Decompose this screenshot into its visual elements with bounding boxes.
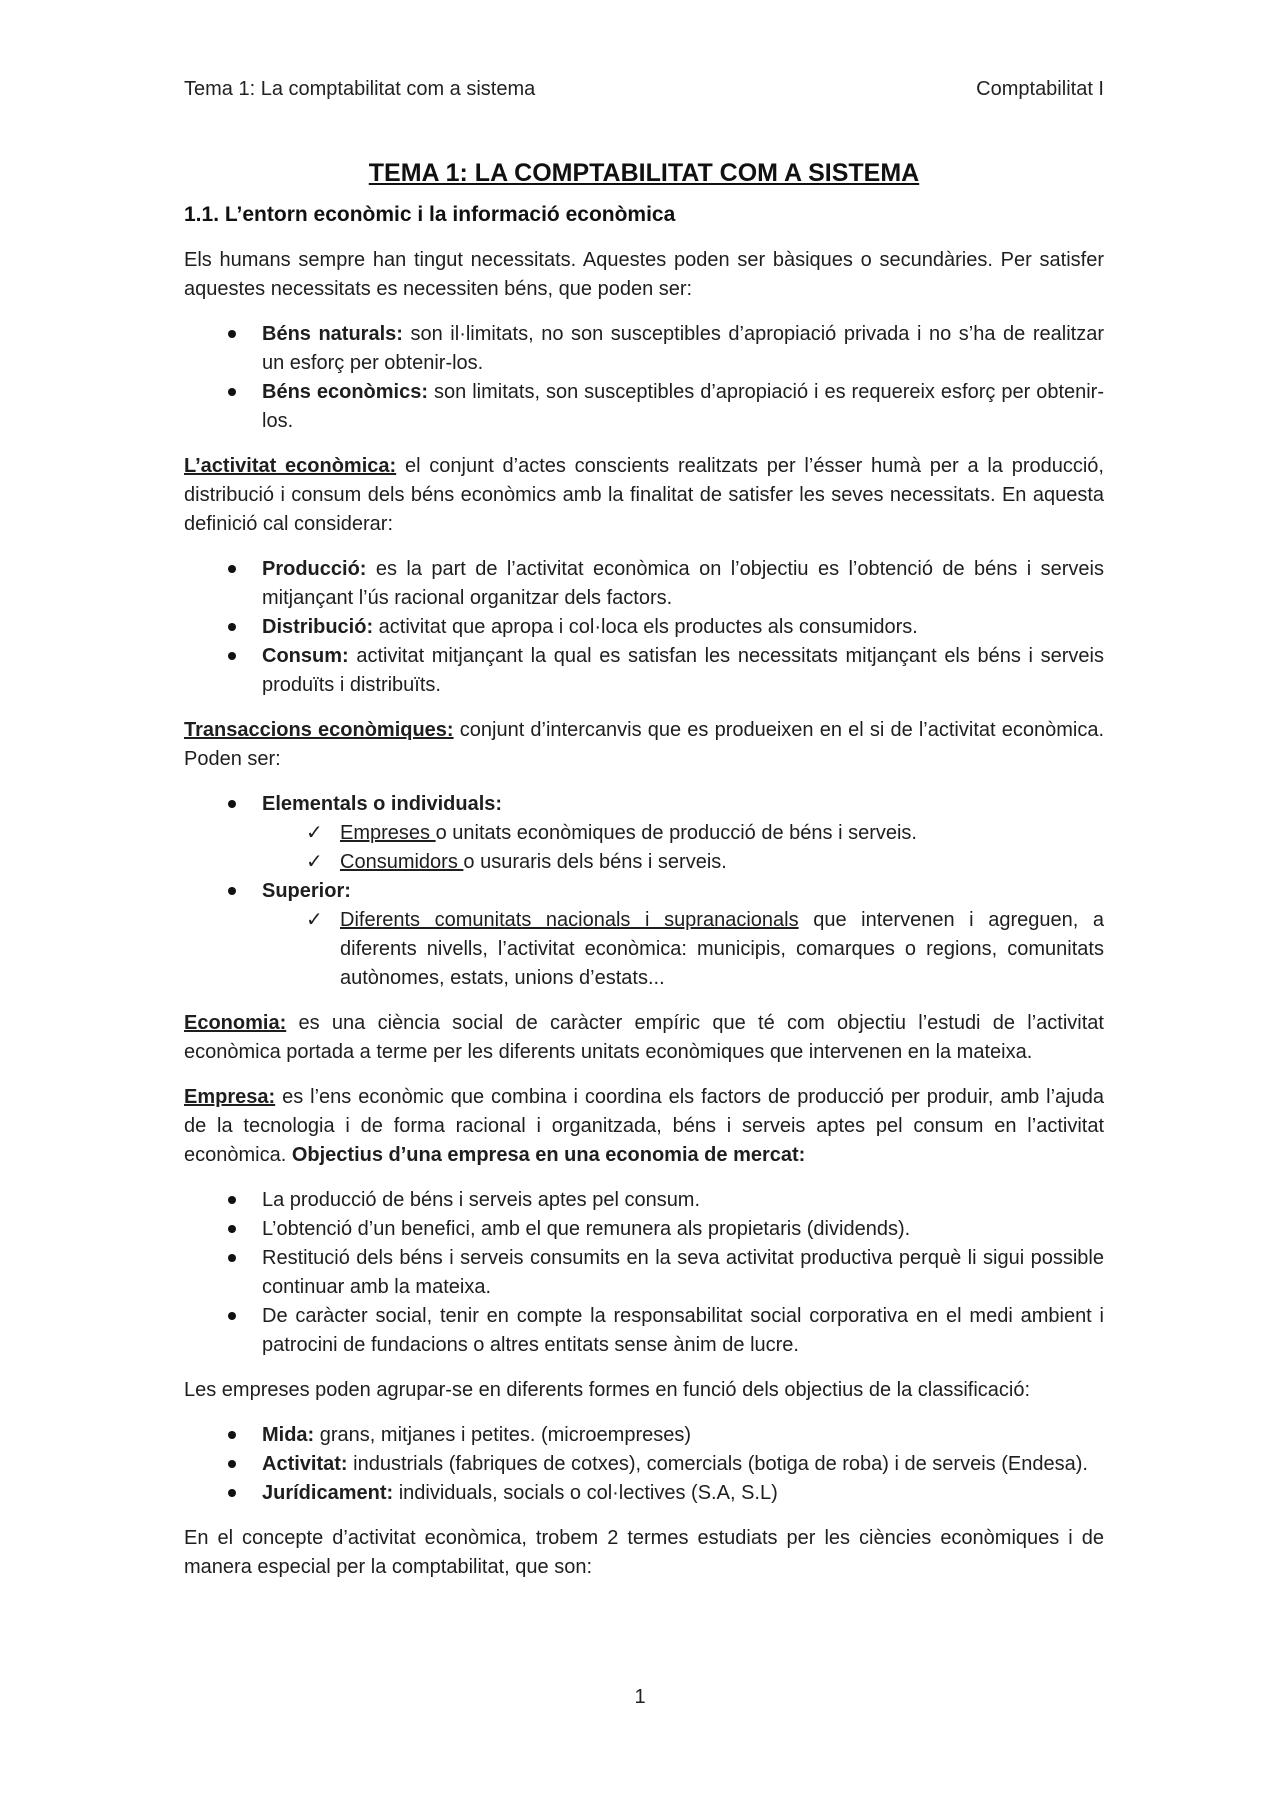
bullet-icon (228, 800, 236, 808)
item-text: De caràcter social, tenir en compte la responsabilitat social corporativa en el medi ambient i patrocini de fundacions o altres entitats sense ànim de lucre. (262, 1305, 1104, 1356)
term-label: Superior: (262, 880, 351, 902)
term-label: Economia: (184, 1012, 287, 1034)
header-left: Tema 1: La comptabilitat com a sistema (184, 78, 536, 100)
term-text: que intervenen i agreguen, a diferents nivells, l’activitat econòmica: municipis, comarques o regions, comunitats autònomes, estats, unions d’estats... (340, 909, 1104, 989)
document-title: TEMA 1: LA COMPTABILITAT COM A SISTEMA (368, 159, 920, 187)
bullet-icon (228, 565, 236, 573)
sublist-item (262, 906, 1104, 993)
underlined-term: Diferents comunitats nacionals i supranacionals (340, 909, 799, 931)
underlined-term: Consumidors (340, 851, 464, 873)
goods-list (184, 320, 1104, 436)
term-label: Empresa: (184, 1086, 276, 1108)
bullet-icon (228, 388, 236, 396)
list-item (184, 1479, 1104, 1508)
term-label: Distribució: (262, 616, 374, 638)
term-label: Béns naturals: (262, 323, 403, 345)
bullet-icon (228, 623, 236, 631)
activitat-list (184, 555, 1104, 700)
page-number: 1 (634, 1686, 646, 1708)
objectius-list (184, 1186, 1104, 1360)
term-label: L’activitat econòmica: (184, 455, 397, 477)
term-label: Activitat: (262, 1453, 348, 1475)
term-text: industrials (fabriques de cotxes), comercials (botiga de roba) i de serveis (Endesa). (347, 1453, 1088, 1475)
term-text: o usuraris dels béns i serveis. (463, 851, 727, 873)
list-item (184, 555, 1104, 613)
term-text: el conjunt d’actes conscients realitzats per l’ésser humà per a la producció, distribució i consum dels béns econòmics amb la finalitat de satisfer les seves necessitats. En aquesta definició cal considerar: (184, 455, 1104, 535)
list-item (184, 1244, 1104, 1302)
sublist-item (262, 819, 1104, 848)
item-text: L’obtenció d’un benefici, amb el que remunera als propietaris (dividends). (262, 1218, 911, 1240)
term-text: grans, mitjanes i petites. (microempreses) (314, 1424, 692, 1446)
bullet-icon (228, 1489, 236, 1497)
bullet-icon (228, 1431, 236, 1439)
list-item (184, 1450, 1104, 1479)
checkmark-icon: ✓ (306, 909, 323, 931)
economia-paragraph (184, 1009, 1104, 1067)
page-header (184, 78, 1104, 101)
term-label: Producció: (262, 558, 367, 580)
checkmark-icon: ✓ (306, 851, 323, 873)
list-item (184, 1215, 1104, 1244)
term-text: activitat que apropa i col·loca els productes als consumidors. (373, 616, 918, 638)
term-label: Béns econòmics: (262, 381, 429, 403)
transaccions-paragraph (184, 716, 1104, 774)
objectius-label: Objectius d’una empresa en una economia de mercat: (291, 1144, 806, 1166)
term-text: conjunt d’intercanvis que es produeixen en el si de l’activitat econòmica. Poden ser: (184, 719, 1104, 770)
bullet-icon (228, 330, 236, 338)
list-item (184, 877, 1104, 993)
bullet-icon (228, 1225, 236, 1233)
section-heading-1-1: 1.1. L’entorn econòmic i la informació econòmica (184, 203, 676, 226)
closing-paragraph: En el concepte d’activitat econòmica, trobem 2 termes estudiats per les ciències econòmiques i de manera especial per la comptabilitat, que son: (184, 1527, 1104, 1578)
bullet-icon (228, 652, 236, 660)
transaccions-list (184, 790, 1104, 993)
term-text: individuals, socials o col·lectives (S.A, S.L) (393, 1482, 778, 1504)
agrupar-list (184, 1421, 1104, 1508)
term-text: es la part de l’activitat econòmica on l’objectiu es l’obtenció de béns i serveis mitjançant l’ús racional organitzar dels factors. (262, 558, 1104, 609)
header-right: Comptabilitat I (976, 78, 1104, 100)
term-text: activitat mitjançant la qual es satisfan les necessitats mitjançant els béns i serveis produïts i distribuïts. (262, 645, 1104, 696)
list-item (184, 613, 1104, 642)
item-text: Restitució dels béns i serveis consumits en la seva activitat productiva perquè li sigui possible continuar amb la mateixa. (262, 1247, 1104, 1298)
empresa-paragraph (184, 1083, 1104, 1170)
item-text: La producció de béns i serveis aptes pel consum. (262, 1189, 701, 1211)
elementals-sublist (262, 819, 1104, 877)
bullet-icon (228, 1196, 236, 1204)
bullet-icon (228, 887, 236, 895)
term-label: Consum: (262, 645, 349, 667)
underlined-term: Empreses (340, 822, 436, 844)
term-text: son il·limitats, no son susceptibles d’apropiació privada i no s’ha de realitzar un esforç per obtenir-los. (262, 323, 1104, 374)
list-item (184, 642, 1104, 700)
term-label: Elementals o individuals: (262, 793, 503, 815)
list-item (184, 790, 1104, 877)
sublist-item (262, 848, 1104, 877)
page-content (184, 156, 1104, 1582)
bullet-icon (228, 1312, 236, 1320)
list-item (184, 320, 1104, 378)
list-item (184, 1302, 1104, 1360)
term-label: Mida: (262, 1424, 315, 1446)
term-text: son limitats, son susceptibles d’apropiació i es requereix esforç per obtenir-los. (262, 381, 1105, 432)
term-text: es l’ens econòmic que combina i coordina els factors de producció per produir, amb l’ajuda de la tecnologia i de forma racional i organitzada, béns i serveis aptes pel consum en l’activitat econòmica. (184, 1086, 1104, 1166)
activitat-paragraph (184, 452, 1104, 539)
term-text: o unitats econòmiques de producció de béns i serveis. (435, 822, 917, 844)
list-item (184, 1421, 1104, 1450)
term-text: es una ciència social de caràcter empíric que té com objectiu l’estudi de l’activitat econòmica portada a terme per les diferents unitats econòmiques que intervenen en la mateixa. (184, 1012, 1104, 1063)
term-label: Transaccions econòmiques: (184, 719, 454, 741)
list-item (184, 378, 1104, 436)
list-item (184, 1186, 1104, 1215)
superior-sublist (262, 906, 1104, 993)
agrupar-paragraph: Les empreses poden agrupar-se en diferents formes en funció dels objectius de la classificació: (184, 1379, 1031, 1401)
checkmark-icon: ✓ (306, 822, 323, 844)
bullet-icon (228, 1460, 236, 1468)
bullet-icon (228, 1254, 236, 1262)
intro-paragraph: Els humans sempre han tingut necessitats. Aquestes poden ser bàsiques o secundàries. Per satisfer aquestes necessitats es necessiten béns, que poden ser: (184, 249, 1104, 300)
term-label: Jurídicament: (262, 1482, 394, 1504)
